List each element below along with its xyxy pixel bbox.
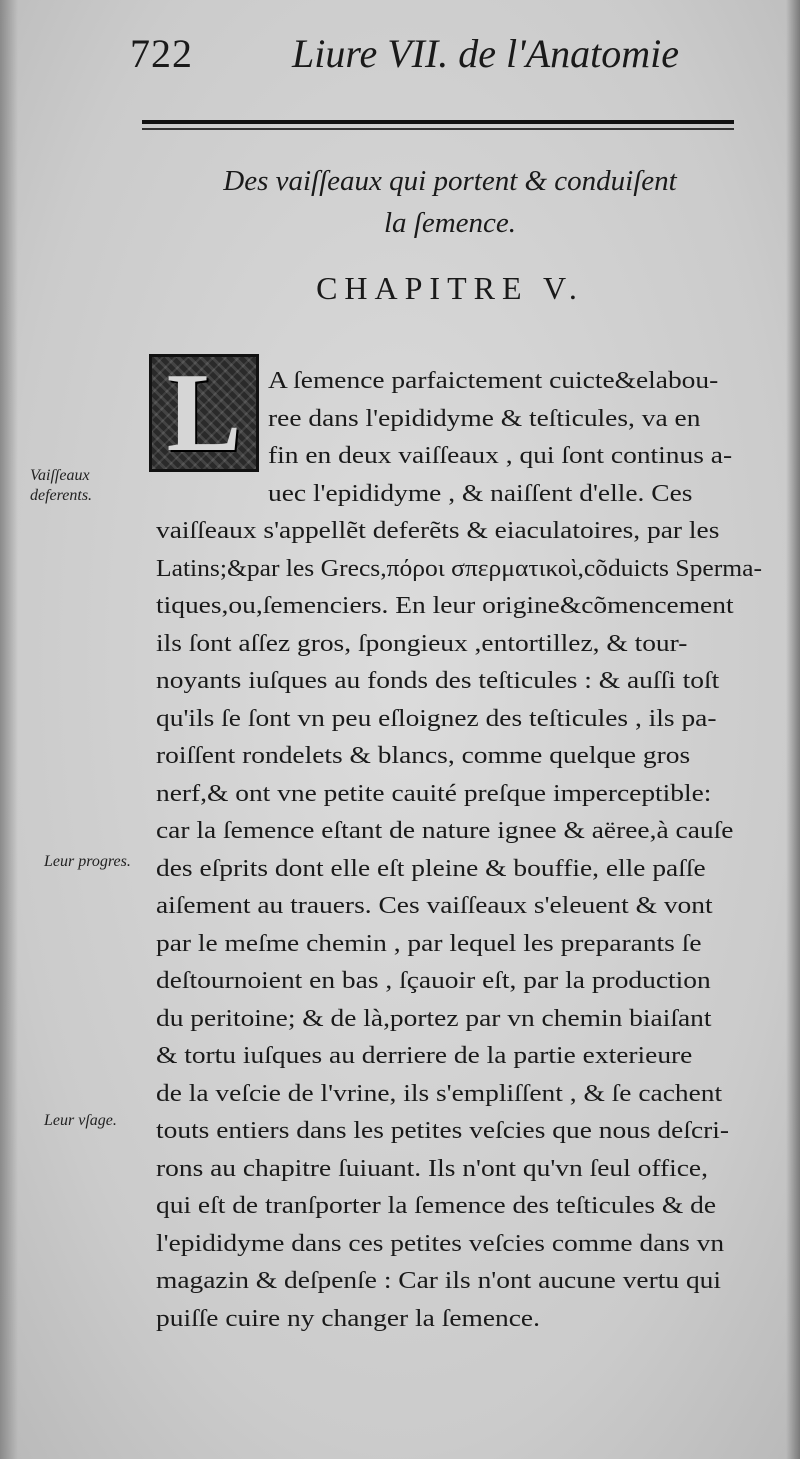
- header-rule-thin: [142, 128, 734, 130]
- body-line: rons au chapitre ſuiuant. Ils n'ont qu'vn ſeul office,: [156, 1154, 708, 1182]
- body-line: deſtournoient en bas , ſçauoir eſt, par la production: [156, 967, 711, 994]
- body-line: uec l'epididyme , & naiſſent d'elle. Ces: [268, 479, 693, 507]
- body-line: qui eſt de tranſporter la ſemence des teſticules & de: [156, 1192, 717, 1219]
- drop-cap-letter: L: [166, 351, 242, 475]
- body-line: puiſſe cuire ny changer la ſemence.: [156, 1304, 540, 1332]
- body-line: tiques,ou,ſemenciers. En leur origine&cõmencement: [156, 592, 734, 619]
- margin-note-leur-vsage: Leur vſage.: [44, 1112, 117, 1129]
- section-title: [140, 160, 760, 244]
- body-line: aiſement au trauers. Ces vaiſſeaux s'eleuent & vont: [156, 892, 713, 919]
- section-title-line1: Des vaiſſeaux qui portent & conduiſent: [223, 165, 677, 197]
- body-line: touts entiers dans les petites veſcies que nous deſcri-: [156, 1117, 730, 1144]
- margin-note-leur-progres: Leur progres.: [44, 853, 131, 870]
- page-shadow-left: [0, 0, 18, 1459]
- body-line: roiſſent rondelets & blancs, comme quelque gros: [156, 742, 691, 769]
- body-line: par le meſme chemin , par lequel les preparants ſe: [156, 929, 702, 957]
- body-line: des eſprits dont elle eſt pleine & bouffie, elle paſſe: [156, 854, 706, 882]
- body-line: magazin & deſpenſe : Car ils n'ont aucune vertu qui: [156, 1267, 722, 1294]
- chapter-heading: CHAPITRE V.: [316, 270, 584, 306]
- body-line: A ſemence parfaictement cuicte&elabou-: [268, 367, 719, 394]
- margin-note-text: Vaiſſeaux deferents.: [30, 467, 93, 504]
- section-title-line2: la ſemence.: [383, 207, 517, 239]
- body-line: & tortu iuſques au derriere de la partie exterieure: [156, 1042, 693, 1069]
- body-line: vaiſſeaux s'appellẽt deferẽts & eiaculatoires, par les: [156, 517, 720, 544]
- body-line: Latins;&par les Grecs,πόροι σπερματικοὶ,cõduicts Sperma-: [156, 554, 762, 582]
- body-line: de la veſcie de l'vrine, ils s'empliſſent , & ſe cachent: [156, 1079, 723, 1107]
- body-line: nerf,& ont vne petite cauité preſque imperceptible:: [156, 779, 712, 807]
- header-rule: [142, 120, 734, 124]
- body-line: fin en deux vaiſſeaux , qui ſont continus a-: [268, 442, 733, 469]
- body-line: ree dans l'epididyme & teſticules, va en: [268, 404, 701, 432]
- page-number: 722: [130, 31, 193, 76]
- margin-note-vaisseaux-deferents: [30, 466, 122, 506]
- chapter-body: [156, 362, 762, 1337]
- body-line: qu'ils ſe ſont vn peu eſloignez des teſticules , ils pa-: [156, 704, 717, 732]
- body-line: du peritoine; & de là,portez par vn chemin biaiſant: [156, 1004, 712, 1032]
- body-line: ils ſont aſſez gros, ſpongieux ,entortillez, & tour-: [156, 629, 688, 657]
- running-head: Liure VII. de l'Anatomie: [292, 31, 679, 76]
- body-line: l'epididyme dans ces petites veſcies comme dans vn: [156, 1229, 725, 1257]
- body-line: noyants iuſques au fonds des teſticules : & auſſi toſt: [156, 667, 720, 694]
- body-line: car la ſemence eſtant de nature ignee & aëree,à cauſe: [156, 817, 734, 844]
